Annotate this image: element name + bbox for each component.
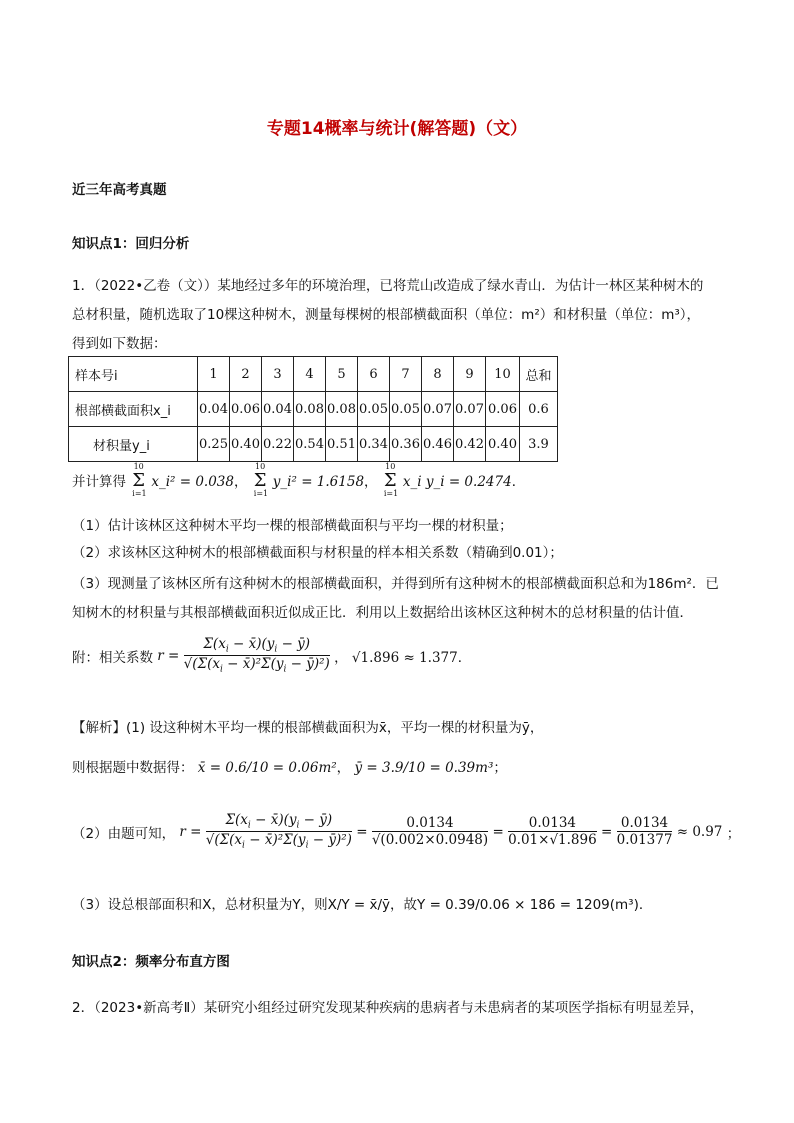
doc-title: 专题14概率与统计(解答题)（文） <box>266 119 528 139</box>
mean-x: x̄ = 0.6/10 = 0.06m² <box>197 760 337 776</box>
q1-line3: 得到如下数据： <box>72 336 167 352</box>
table-cell: 0.05 <box>358 392 390 427</box>
table-cell: 总和 <box>520 357 558 392</box>
solution-line2: 则根据题中数据得： x̄ = 0.6/10 = 0.06m²， ȳ = 3.9/10 = 0.39m³； <box>72 760 507 776</box>
table-cell: 0.07 <box>422 392 454 427</box>
r-fraction-3: $\frac{0.0134}{0.01377}$ <box>616 815 673 849</box>
attach-sqrt: √1.896 ≈ 1.377． <box>351 649 472 666</box>
r-fraction-2: $\frac{0.0134}{0.01\times√1.896}$ <box>508 815 597 849</box>
table-cell: 3.9 <box>520 427 558 462</box>
table-cell: 5 <box>326 357 358 392</box>
r-formula: $\frac{\Sigma(x_i - x̄)(y_i - ȳ)}{√(\Sigma(x_i - x̄)^2\Sigma(y_i - ȳ)^2)}$ <box>205 812 352 852</box>
table-cell: 0.08 <box>294 392 326 427</box>
r-fraction-1: $\frac{0.0134}{√(0.002\times 0.0948)}$ <box>371 815 489 849</box>
section-heading: 近三年高考真题 <box>72 182 167 198</box>
solution-line3: （2）由题可知， r = $\frac{\Sigma(x_i - x̄)(y_i - ȳ)}{√(\Sigma(x_i - x̄)^2\Sigma(y_i - ȳ)^2)}$ = $\frac{0.0134}{√(0.002\times 0.0948)}$ = $\frac{0.0134}{0.01\times√1.896}$ = $\frac{0.0134}{0.01377}$ ≈ 0.97 ； <box>72 812 741 852</box>
table-row2-label: 材积量y_i <box>69 427 198 462</box>
table-cell: 0.25 <box>198 427 230 462</box>
solution-line1: 【解析】(1) 设这种树木平均一棵的根部横截面积为x̄，平均一棵的材积量为ȳ， <box>72 720 544 736</box>
sum1: x_i² = 0.038 <box>151 474 234 490</box>
table-cell: 1 <box>198 357 230 392</box>
table-cell: 0.06 <box>486 392 520 427</box>
table-cell: 4 <box>294 357 326 392</box>
sub-question-3-line2: 知树木的材积量与其根部横截面积近似成正比．利用以上数据给出该林区这种树木的总材积量的估计值． <box>72 605 693 621</box>
sub-question-1: （1）估计该林区这种树木平均一棵的根部横截面积与平均一棵的材积量； <box>72 518 513 534</box>
sum3: x_i y_i = 0.2474 <box>402 474 512 490</box>
formula-denominator: $√(\Sigma(x_i$ − $x̄)^2\Sigma(y_i$ − ȳ)²) <box>183 656 330 676</box>
table-cell: 0.08 <box>326 392 358 427</box>
table-cell: 0.42 <box>454 427 486 462</box>
q1-line1: 1．（2022•乙卷（文））某地经过多年的环境治理，已将荒山改造成了绿水青山．为估计一林区某种树木的 <box>72 278 704 294</box>
calc-line: 并计算得 Σ 10 i=1 x_i² = 0.038， Σ 10 i=1 y_i² = 1.6158， Σ 10 i=1 x_i y_i = 0.2474． <box>72 462 526 498</box>
table-cell: 9 <box>454 357 486 392</box>
table-cell: 0.06 <box>230 392 262 427</box>
mean-y: ȳ = 3.9/10 = 0.39m³ <box>354 760 494 776</box>
table-cell: 0.6 <box>520 392 558 427</box>
calc-prefix: 并计算得 <box>72 474 126 490</box>
table-row-area <box>69 392 558 427</box>
table-cell: 0.40 <box>230 427 262 462</box>
data-table <box>68 356 558 462</box>
table-cell: 0.51 <box>326 427 358 462</box>
table-cell: 2 <box>230 357 262 392</box>
table-cell: 0.46 <box>422 427 454 462</box>
table-cell: 0.04 <box>198 392 230 427</box>
table-cell: 7 <box>390 357 422 392</box>
formula-r-label: r = <box>157 647 180 664</box>
sum-symbol: Σ 10 i=1 <box>132 462 147 498</box>
table-cell: 8 <box>422 357 454 392</box>
table-cell: 10 <box>486 357 520 392</box>
correlation-formula <box>184 636 330 676</box>
table-cell: 0.34 <box>358 427 390 462</box>
table-header-label: 样本号i <box>69 357 198 392</box>
table-cell: 0.04 <box>262 392 294 427</box>
table-cell: 6 <box>358 357 390 392</box>
q1-line2: 总材积量，随机选取了10棵这种树木，测量每棵树的根部横截面积（单位：m²）和材积量（单位：m³）， <box>72 307 701 323</box>
sub-question-3-line1: （3）现测量了该林区所有这种树木的根部横截面积，并得到所有这种树木的根部横截面积总和为186m²．已 <box>72 576 719 592</box>
table-cell: 0.22 <box>262 427 294 462</box>
sub-question-2: （2）求该林区这种树木的根部横截面积与材积量的样本相关系数（精确到0.01）； <box>72 545 563 561</box>
attach-prefix: 附：相关系数 <box>72 649 153 666</box>
question-2-line1: 2．（2023•新高考Ⅱ）某研究小组经过研究发现某种疾病的患病者与未患病者的某项医学指标有明显差异， <box>72 1000 704 1016</box>
r-result: ≈ 0.97 <box>676 823 723 840</box>
knowledge-point-2: 知识点2：频率分布直方图 <box>72 954 230 970</box>
solution-line2-prefix: 则根据题中数据得： <box>72 760 194 776</box>
table-cell: 0.05 <box>390 392 422 427</box>
r-label: r = <box>179 823 202 840</box>
table-cell: 0.54 <box>294 427 326 462</box>
table-cell: 0.07 <box>454 392 486 427</box>
table-cell: 0.36 <box>390 427 422 462</box>
sum-symbol: Σ 10 i=1 <box>253 462 269 498</box>
knowledge-point-1: 知识点1：回归分析 <box>72 236 190 252</box>
solution-line4: （3）设总根部面积和X，总材积量为Y，则X/Y = x̄/ȳ，故Y = 0.39/0.06 × 186 = 1209(m³)． <box>72 897 653 913</box>
sum-symbol: Σ 10 i=1 <box>383 462 399 498</box>
sum2: y_i² = 1.6158 <box>272 474 365 490</box>
solution-line3-prefix: （2）由题可知， <box>72 825 176 842</box>
attach-line: 附：相关系数 r = $\frac{\Sigma(x_i - x̄)(y_i - ȳ)}{√(\Sigma(x_i - x̄)^2\Sigma(y_i - ȳ)^2)}$ ， √1.896 ≈ 1.377． <box>72 636 472 676</box>
table-row-volume <box>69 427 558 462</box>
formula-numerator: $\Sigma(x_i$ − $x̄)(y_i$ − ȳ) <box>184 636 330 656</box>
table-cell: 0.40 <box>486 427 520 462</box>
table-row-header <box>69 357 558 392</box>
table-cell: 3 <box>262 357 294 392</box>
table-row1-label: 根部横截面积x_i <box>69 392 198 427</box>
